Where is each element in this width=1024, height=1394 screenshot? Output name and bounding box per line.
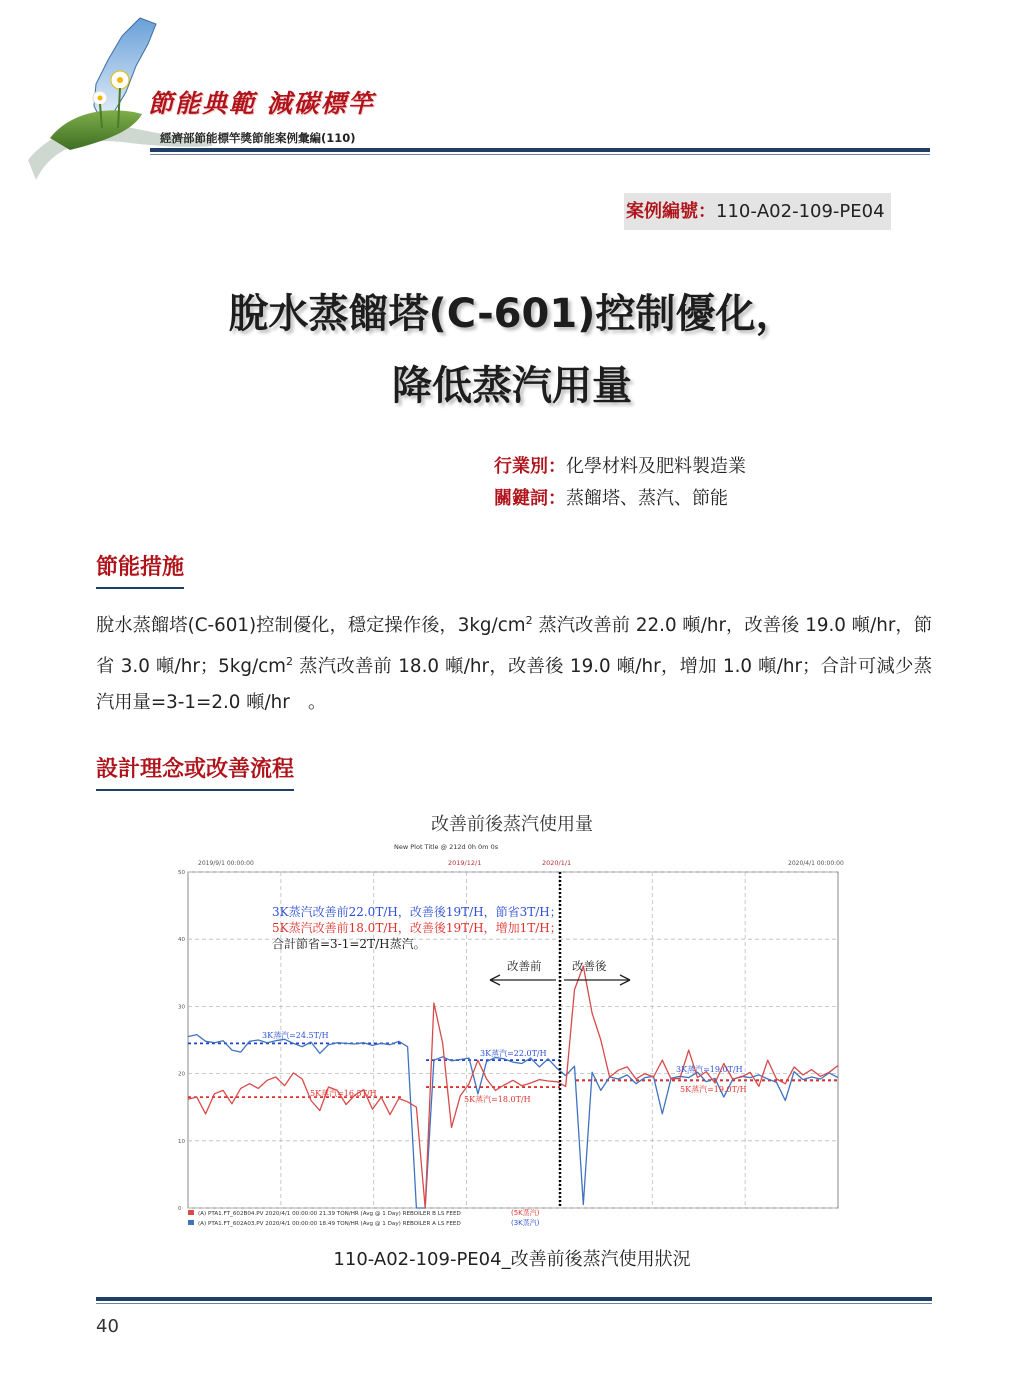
case-number-box: [624, 193, 891, 230]
y-tick-label: 0: [178, 1206, 182, 1212]
y-tick-label: 50: [178, 870, 185, 876]
y-tick-label: 40: [178, 937, 185, 944]
before-label: 改善前: [507, 959, 542, 973]
annotation-5k: 5K蒸汽改善前18.0T/H，改善後19T/H，增加1T/H；: [272, 921, 562, 935]
date-mark-1: 2019/12/1: [448, 859, 482, 867]
legend-swatch-5k: [188, 1210, 194, 1215]
case-number-value: 110-A02-109-PE04: [716, 201, 885, 222]
header-rule: [150, 148, 930, 152]
section-heading-design: 設計理念或改善流程: [96, 752, 294, 791]
section-heading-measures: 節能措施: [96, 550, 184, 589]
figure-title: 改善前後蒸汽使用量: [431, 814, 593, 835]
industry-row: [494, 452, 746, 478]
legend-swatch-3k: [188, 1220, 194, 1225]
legend-3k-text: (A) PTA1.FT_602A03.PV 2020/4/1 00:00:00 18.49 TON/HR (Avg @ 1 Day) REBOILER A LS FEED: [198, 1221, 461, 1227]
superscript-2b: 2: [285, 655, 293, 669]
keywords-value: 蒸餾塔、蒸汽、節能: [566, 488, 728, 509]
label-5k-before: 5K蒸汽=16.5T/H: [310, 1089, 377, 1098]
legend-5k-tag: (5K蒸汽): [511, 1209, 540, 1217]
page-title-line-1: 脫水蒸餾塔(C-601)控制優化，: [228, 291, 796, 337]
label-3k-before: 3K蒸汽=24.5T/H: [262, 1031, 329, 1040]
legend-5k-text: (A) PTA1.FT_602B04.PV 2020/4/1 00:00:00 21.39 TON/HR (Avg @ 1 Day) REBOILER B LS FEED: [198, 1211, 461, 1217]
page-number: 40: [96, 1316, 119, 1337]
date-start-label: 2019/9/1 00:00:00: [198, 860, 254, 867]
plot-title: New Plot Title @ 212d 0h 0m 0s: [394, 843, 499, 851]
logo-subtitle: 經濟部節能標竿獎節能案例彙編(110): [160, 131, 356, 145]
body-text-c: 蒸汽改善前 18.0 噸/hr，改善後 19.0 噸/hr，增加 1.0 噸/hr；合計可減少蒸汽用量=3-1=2.0 噸/hr 。: [96, 656, 932, 714]
y-tick-label: 30: [178, 1004, 185, 1011]
industry-label: 行業別：: [494, 456, 566, 477]
figure-caption: 110-A02-109-PE04_改善前後蒸汽使用狀況: [333, 1249, 691, 1270]
logo-title: 節能典範 減碳標竿: [148, 89, 375, 118]
keywords-label: 關鍵詞：: [494, 488, 566, 509]
body-text-a: 脫水蒸餾塔(C-601)控制優化，穩定操作後，3kg/cm: [96, 615, 526, 637]
footer-rule: [96, 1297, 932, 1301]
date-mark-2: 2020/1/1: [542, 859, 572, 867]
label-5k-after: 5K蒸汽=19.0T/H: [680, 1085, 747, 1094]
body-text-b: 蒸汽改善前 22.0 噸/hr，改善後 19.0 噸/hr，節省 3.0 噸/hr；5kg/cm: [96, 615, 932, 678]
y-tick-label: 10: [178, 1138, 185, 1145]
date-end-label: 2020/4/1 00:00:00: [788, 860, 844, 867]
footer-rule-thin: [96, 1303, 932, 1304]
annotation-3k: 3K蒸汽改善前22.0T/H，改善後19T/H，節省3T/H；: [272, 905, 562, 919]
label-5k-middle: 5K蒸汽=18.0T/H: [464, 1095, 531, 1104]
keywords-row: [494, 484, 728, 510]
superscript-2: 2: [525, 614, 533, 627]
chart-svg: [176, 840, 848, 1232]
header-rule-thin: [150, 154, 930, 155]
after-label: 改善後: [572, 959, 607, 973]
industry-value: 化學材料及肥料製造業: [566, 456, 746, 477]
annotation-total: 合計節省=3-1=2T/H蒸汽。: [272, 937, 426, 951]
label-3k-middle: 3K蒸汽=22.0T/H: [480, 1049, 547, 1058]
page-title-line-2: 降低蒸汽用量: [392, 363, 632, 409]
legend-3k-tag: (3K蒸汽): [511, 1219, 540, 1227]
case-number-label: 案例編號：: [626, 201, 716, 222]
y-tick-label: 20: [178, 1071, 185, 1078]
label-3k-after: 3K蒸汽=19.0T/H: [676, 1065, 743, 1074]
measures-paragraph: [96, 603, 932, 721]
steam-usage-chart: [176, 840, 848, 1232]
